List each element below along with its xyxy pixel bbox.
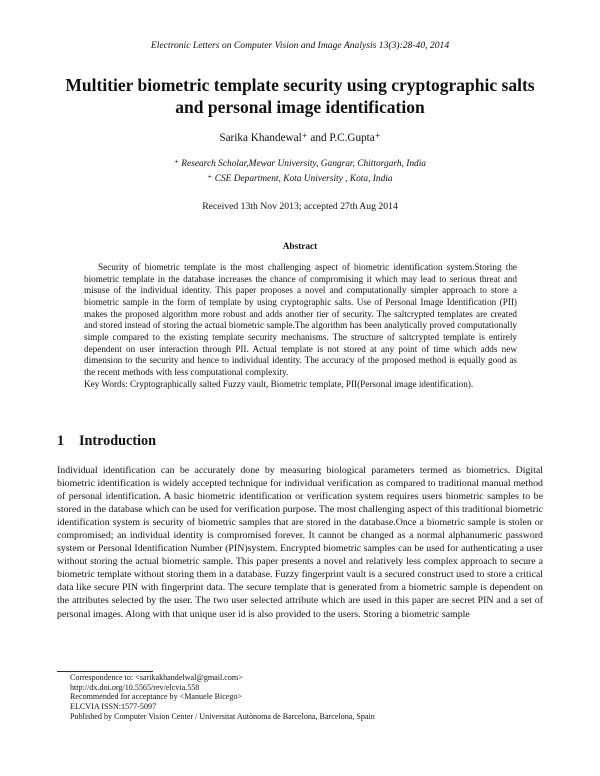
title-line-1: Multitier biometric template security using cryptographic salts [65,75,535,95]
footnote-correspondence: Correspondence to: <sarikakhandelwal@gmail.com> [70,673,243,682]
introduction-paragraph: Individual identification can be accurately done by measuring biological parameters termed as biometrics. Digital biometric identification is widely accepted technique for individual verification as compared to traditional manual method of personal identification. A basic biometric identification or verification system requires users biometric samples to be stored in the database which can be used for verification purpose. The most challenging aspect of this traditional biometric identification system is security of biometric samples that are stored in the database.Once a biometric sample is stolen or compromised; an individual identity is compromised forever. It cannot be changed as a normal alphanumeric password system or Personal Identification Number (PIN)system. Encrypted biometric samples can be used for authenticating a user without storing the actual biometric sample. This paper presents a novel and relatively less complex approach to secure a biometric template without storing them in a database. Fuzzy fingerprint vault is a secured construct used to store a critical data like secure PIN with fingerprint data. The secure template that is generated from a biometric sample is dependent on the attributes selected by the user. The two user selected attribute which are used in this paper are secret PIN and a set of personal images. Along with that unique user id is also provided to the users. Storing a biometric sample [57,465,543,620]
received-dates: Received 13th Nov 2013; accepted 27th Aug 2014 [202,201,398,212]
footnote-recommended: Recommended for acceptance by <Manuele Bicego> [70,692,243,701]
footnote-issn: ELCVIA ISSN:1577-5097 [70,701,157,711]
title-line-2: and personal image identification [175,97,425,117]
abstract-body [84,262,517,390]
affiliation-1: ⁺ Research Scholar,Mewar University, Gangrar, Chittorgarh, India [174,159,426,169]
keywords: Key Words: Cryptographically salted Fuzzy vault, Biometric template, PII(Personal image identification). [84,378,474,389]
section-title: Introduction [79,433,156,449]
author-list: Sarika Khandewal⁺ and P.C.Gupta⁺ [219,132,381,144]
footnote-doi-link[interactable]: http://dx.doi.org/10.5565/rev/elcvia.558 [70,683,200,692]
section-heading [57,433,156,450]
section-number: 1 [57,433,65,449]
paper-title [40,74,560,118]
abstract-heading: Abstract [282,242,318,252]
footnote-publisher: Published by Computer Vision Center / Universitat Autònoma de Barcelona, Barcelona, Spain [70,712,375,721]
journal-header: Electronic Letters on Computer Vision and Image Analysis 13(3):28-40, 2014 [150,40,450,51]
footnote-rule [57,671,153,672]
abstract-text: Security of biometric template is the most challenging aspect of biometric identification system.Storing the biometric template in the database increases the chance of compromising it which may lead to serious threat and misuse of the individual identity. This paper proposes a novel and computationally simpler approach to store a biometric sample in the form of template by using cryptographic salts. Use of Personal Image Identification (PII) makes the proposed algorithm more robust and adds another tier of security. The saltcrypted templates are created and stored instead of storing the actual biometric sample.The algorithm has been analytically proved computationally simple compared to the existing template security mechanisms. The structure of saltcrypted template is entirely dependent on user interaction through PII. Actual template is not stored at any point of time which adds new dimension to the security and hence to individual identity. The accuracy of the proposed method is equally good as the recent methods with less computational complexity. [84,262,517,377]
affiliation-2: ⁺ CSE Department, Kota University , Kota, India [207,174,393,184]
